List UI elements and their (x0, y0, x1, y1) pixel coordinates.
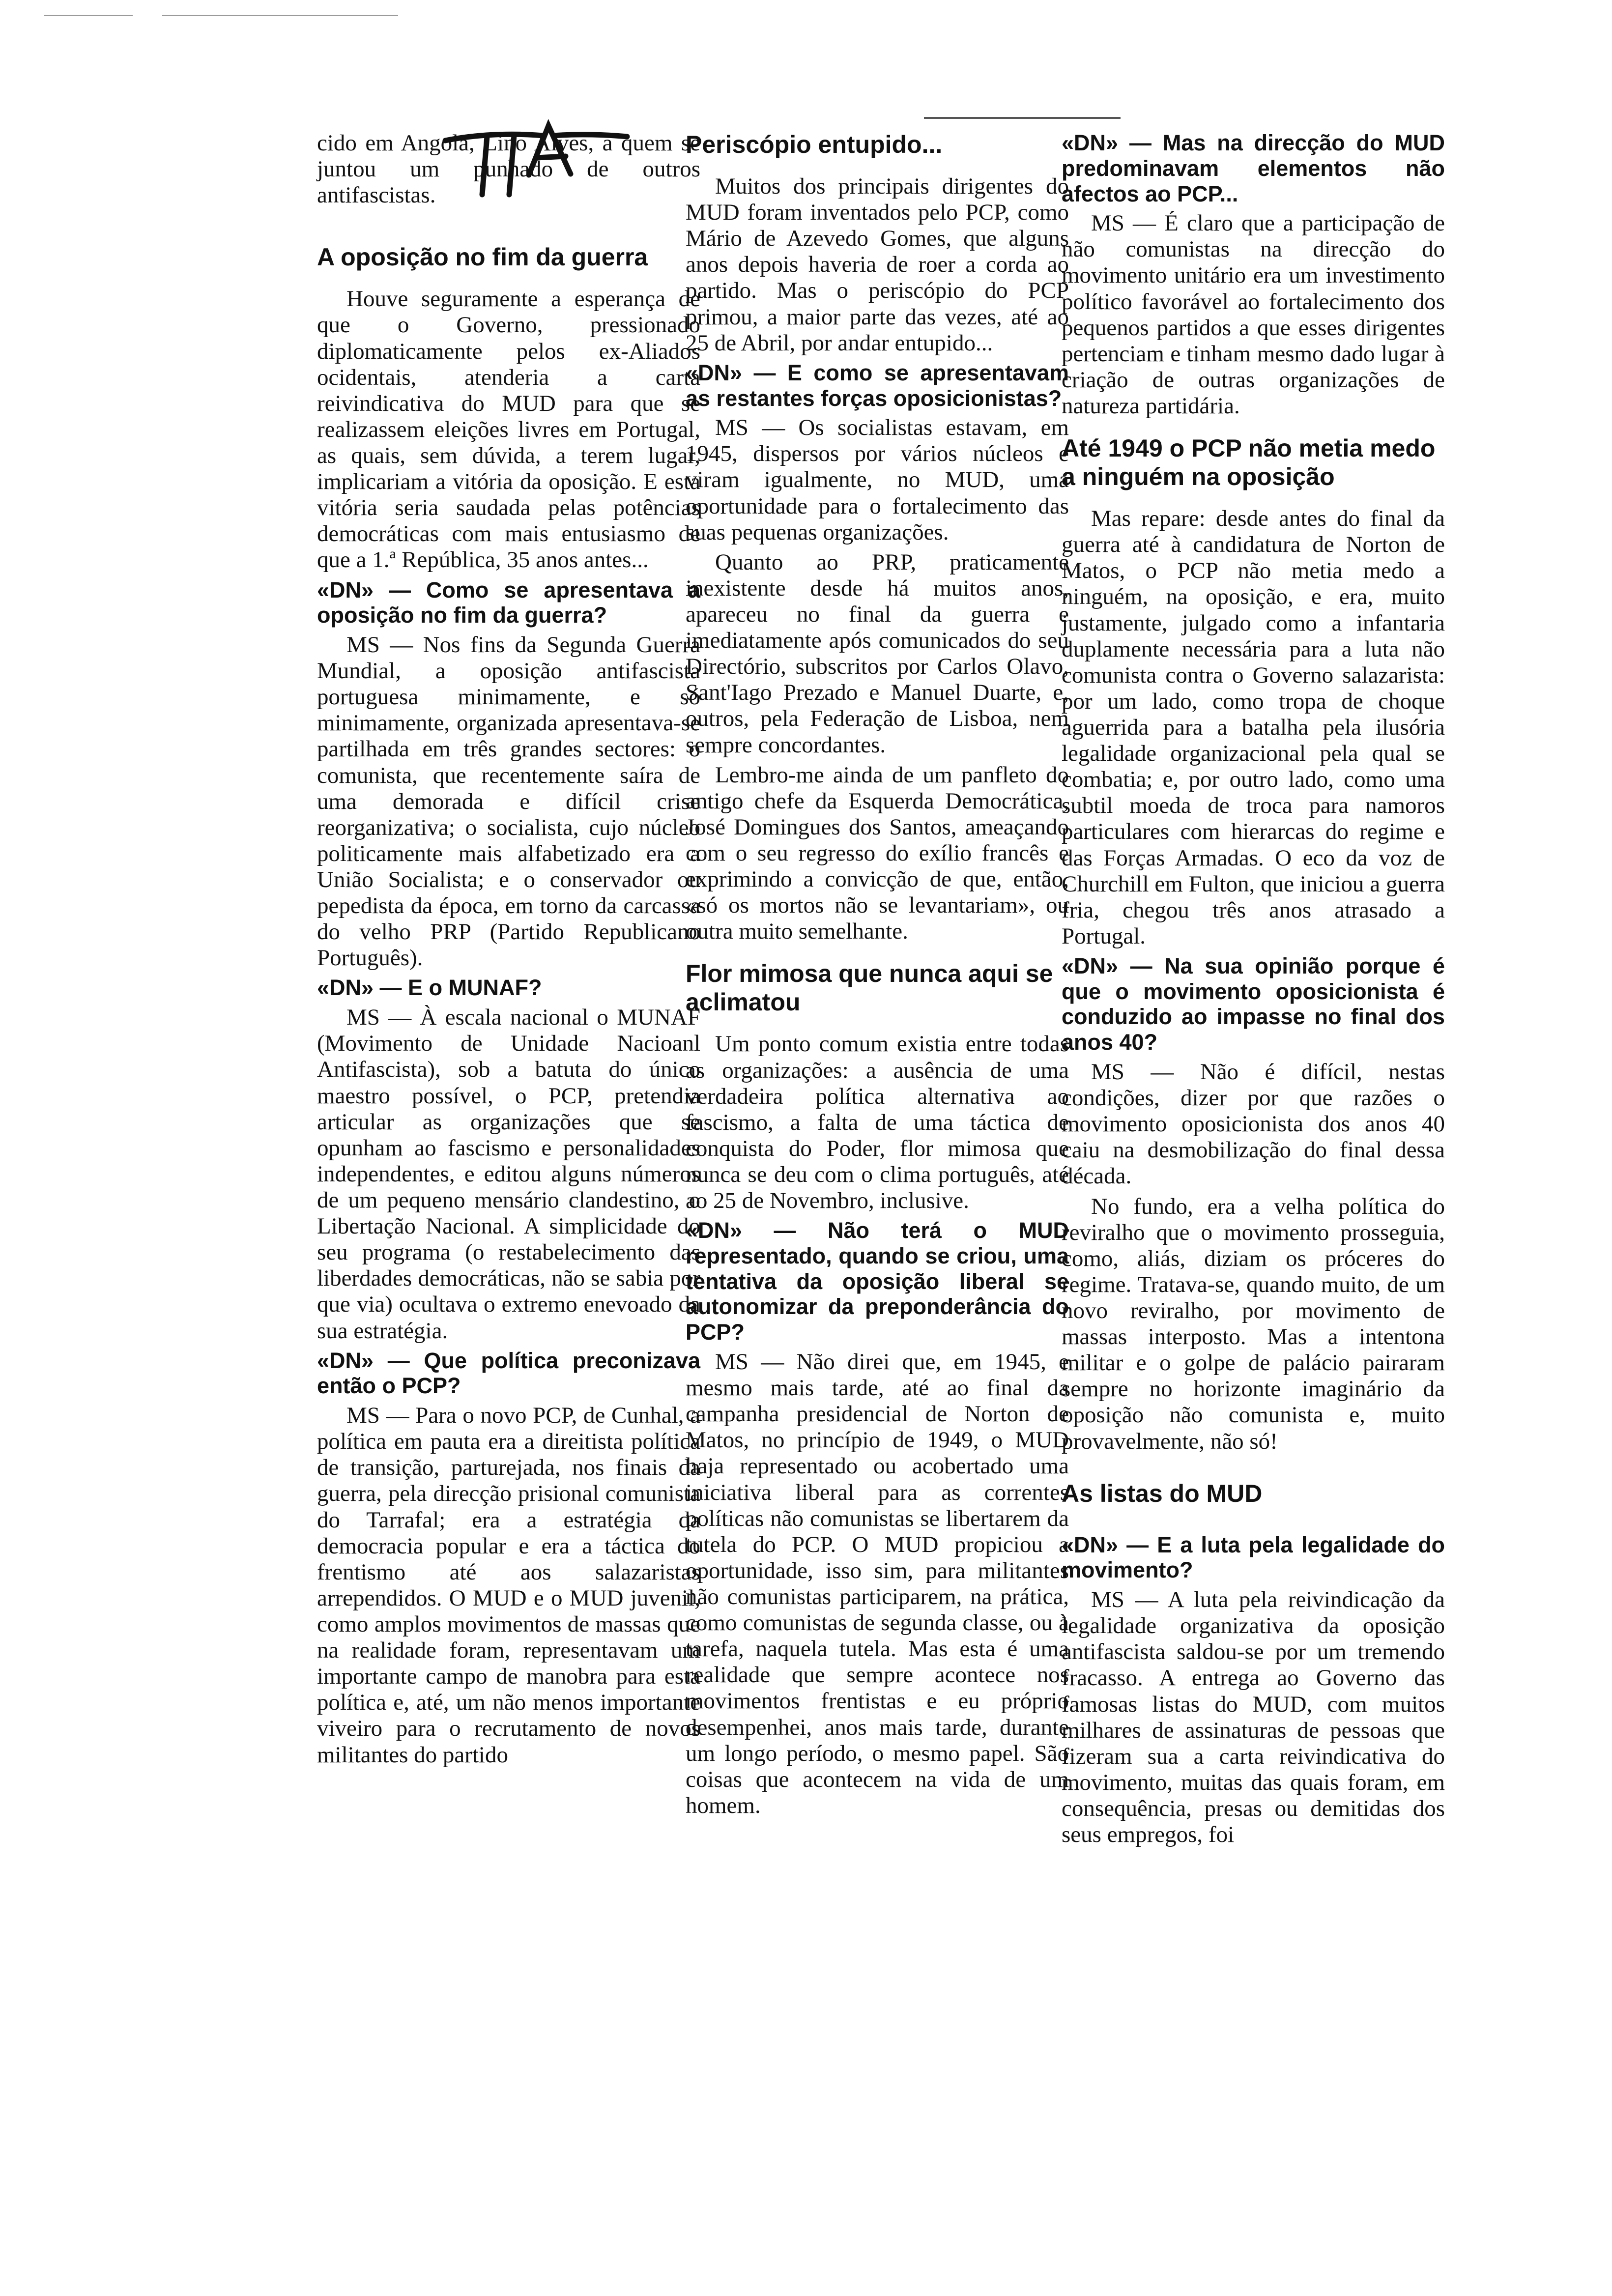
interview-question: «DN» — Como se apresentava a oposição no fim da guerra? (317, 577, 700, 628)
article-column-3 (1062, 130, 1445, 1852)
interview-question: «DN» — E como se apresentavam as restantes forças oposicionistas? (686, 360, 1069, 411)
article-column-2 (686, 130, 1069, 1823)
section-heading: As listas do MUD (1062, 1479, 1263, 1507)
paragraph: No fundo, era a velha política do reviralho que o movimento prosseguia, como, aliás, diziam os próceres do regime. Tratava-se, quando muito, de um novo reviralho, por movimento de massas interposto. Mas a intentona militar e o golpe de palácio pairaram sempre no horizonte imaginário da oposição não comunista e, muito provavelmente, não só! (1062, 1193, 1445, 1454)
paragraph: Lembro-me ainda de um panfleto do antigo chefe da Esquerda Democrática, José Domingues dos Santos, ameaçando com o seu regresso do exílio francês e exprimindo a convicção de que, então, «só os mortos não se levantariam», ou outra muito semelhante. (686, 762, 1069, 945)
interview-question: «DN» — Que política preconizava então o PCP? (317, 1348, 700, 1399)
article-column-1 (317, 130, 700, 1772)
scan-artifact (44, 15, 133, 16)
section-heading: Periscópio entupido... (686, 131, 943, 158)
section-heading: Flor mimosa que nunca aqui se aclimatou (686, 960, 1053, 1016)
interview-answer: MS — Para o novo PCP, de Cunhal, a política em pauta era a direitista política de transição, parturejada, nos finais da guerra, pela direcção prisional comunista do Tarrafal; era a estratégia da democracia popular e era a táctica do frentismo até aos salazaristas arrependidos. O MUD e o MUD juvenil, como amplos movimentos de massas que na realidade foram, representavam um importante campo de manobra para esta política e, até, um não menos importante viveiro para o recrutamento de novos militantes do partido (317, 1403, 700, 1768)
interview-answer: MS — Não é difícil, nestas condições, dizer por que razões o movimento oposicionista dos anos 40 caiu na desmobilização do final dessa década. (1062, 1059, 1445, 1189)
paragraph: cido em Angola, Lino Alves, a quem se juntou um punhado de outros antifascistas. (317, 130, 700, 208)
paragraph: Quanto ao PRP, praticamente inexistente desde há muitos anos, apareceu no final da guerra e imediatamente após comunicados do seu Directório, subscritos por Carlos Olavo, Sant'Iago Prezado e Manuel Duarte, e, outros, pela Federação de Lisboa, nem sempre concordantes. (686, 549, 1069, 758)
interview-answer: MS — À escala nacional o MUNAF (Movimento de Unidade Nacioanl Antifascista), sob a batuta do único maestro possível, o PCP, pretendia articular as organizações que se opunham ao fascismo e personalidades independentes, e editou alguns números de um pequeno mensário clandestino, o Libertação Nacional. A simplicidade do seu programa (o restabelecimento das liberdades democráticas, não se sabia por que via) ocultava o extremo enevoado da sua estratégia. (317, 1004, 700, 1344)
interview-question: «DN» — E o MUNAF? (317, 975, 542, 1001)
interview-answer: MS — A luta pela reivindicação da legalidade organizativa da oposição antifascista saldou-se por um tremendo fracasso. A entrega ao Governo das famosas listas do MUD, com muitos milhares de assinaturas de pessoas que fizeram sua a carta reivindicativa do movimento, muitas das quais foram, em consequência, presas ou demitidas dos seus empregos, foi (1062, 1587, 1445, 1848)
paragraph: Houve seguramente a esperança de que o Governo, pressionado diplomaticamente pelos ex-Aliados ocidentais, atenderia a carta reivindicativa do MUD para que se realizassem eleições livres em Portugal, as quais, sem dúvida, a terem lugar, implicariam a vitória da oposição. E esta vitória seria saudada pelas potências democráticas com mais entusiasmo de que a 1.ª República, 35 anos antes... (317, 286, 700, 573)
paragraph: Muitos dos principais dirigentes do MUD foram inventados pelo PCP, como Mário de Azevedo Gomes, que alguns anos depois haveria de roer a corda ao partido. Mas o periscópio do PCP primou, a maior parte das vezes, até ao 25 de Abril, por andar entupido... (686, 173, 1069, 356)
interview-question: «DN» — Na sua opinião porque é que o movimento oposicionista é conduzido ao impasse no final dos anos 40? (1062, 953, 1445, 1055)
section-heading: A oposição no fim da guerra (317, 243, 648, 271)
interview-question: «DN» — Mas na direcção do MUD predominavam elementos não afectos ao PCP... (1062, 130, 1445, 206)
interview-question: «DN» — Não terá o MUD representado, quando se criou, uma tentativa da oposição liberal se autonomizar da preponderância do PCP? (686, 1218, 1069, 1345)
paragraph: Mas repare: desde antes do final da guerra até à candidatura de Norton de Matos, o PCP não metia medo a ninguém, na oposição, e era, muito justamente, julgado como a infantaria duplamente necessária para a luta não comunista contra o Governo salazarista: por um lado, como tropa de choque aguerrida para a batalha pela ilusória legalidade organizacional pela qual se combatia; e, por outro lado, como uma subtil moeda de troca para namoros particulares com hierarcas do regime e das Forças Armadas. O eco da voz de Churchill em Fulton, que iniciou a guerra fria, chegou três anos atrasado a Portugal. (1062, 506, 1445, 949)
paragraph: Um ponto comum existia entre todas as organizações: a ausência de uma verdadeira política alternativa ao fascismo, a falta de uma táctica de conquista do Poder, flor mimosa que nunca se deu com o clima português, até ao 25 de Novembro, inclusive. (686, 1031, 1069, 1214)
interview-question: «DN» — E a luta pela legalidade do movimento? (1062, 1532, 1445, 1583)
section-heading: Até 1949 o PCP não metia medo a ninguém na oposição (1062, 434, 1436, 491)
interview-answer: MS — Não direi que, em 1945, e mesmo mais tarde, até ao final da campanha presidencial de Norton de Matos, no princípio de 1949, o MUD haja representado ou acobertado uma iniciativa liberal para as correntes políticas não comunistas se libertarem da tutela do PCP. O MUD propiciou a oportunidade, isso sim, para militantes não comunistas participarem, na prática, como comunistas de segunda classe, ou à tarefa, naquela tutela. Mas esta é uma realidade que sempre acontece nos movimentos frentistas e eu próprio desempenhei, anos mais tarde, durante um longo período, o mesmo papel. São coisas que acontecem na vida de um homem. (686, 1349, 1069, 1818)
scan-artifact (924, 117, 1121, 119)
interview-answer: MS — Os socialistas estavam, em 1945, dispersos por vários núcleos e viram igualmente, no MUD, uma oportunidade para o fortalecimento das suas pequenas organizações. (686, 415, 1069, 545)
interview-answer: MS — É claro que a participação de não comunistas na direcção do movimento unitário era um investimento político favorável ao fortalecimento dos pequenos partidos a que esses dirigentes pertenciam e tinham mesmo dado lugar à criação de outras organizações de natureza partidária. (1062, 210, 1445, 419)
interview-answer: MS — Nos fins da Segunda Guerra Mundial, a oposição antifascista portuguesa minimamente, e só minimamente, organizada apresentava-se partilhada em três grandes sectores: o comunista, que recentemente saíra de uma demorada e difícil crise reorganizativa; o socialista, cujo núcleo politicamente mais alfabetizado era a União Socialista; e o conservador ou pepedista da época, em torno da carcassa do velho PRP (Partido Republicano Português). (317, 632, 700, 971)
scan-artifact (162, 15, 398, 16)
